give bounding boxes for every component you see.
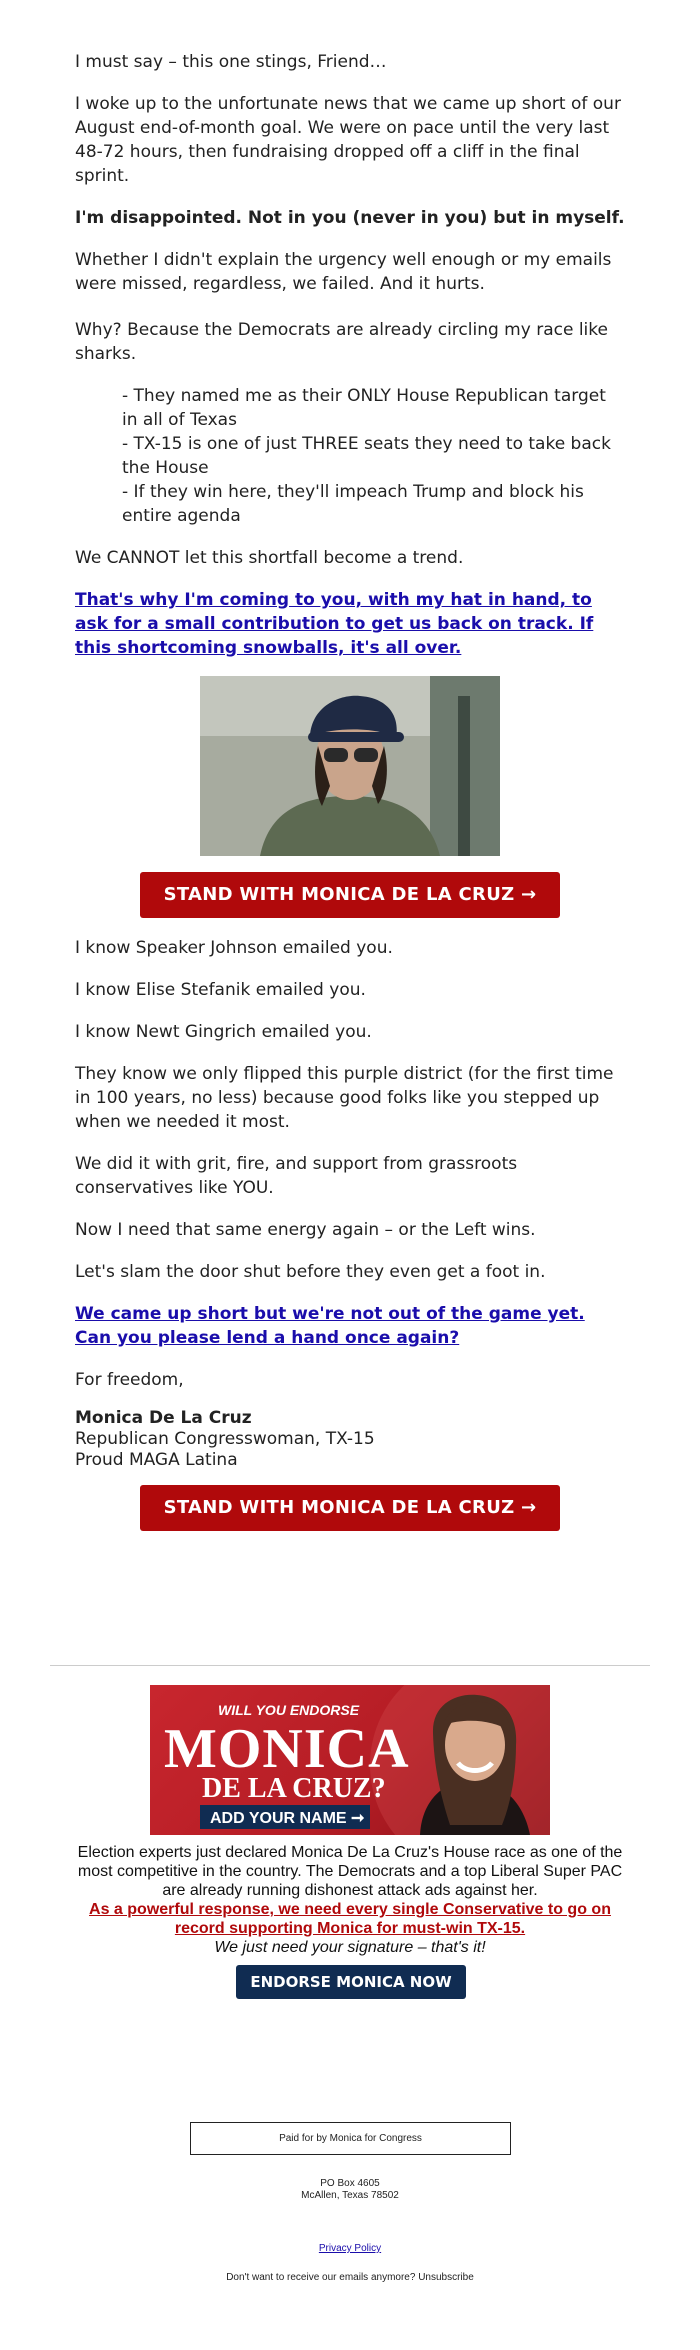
paragraph-bold: I'm disappointed. Not in you (never in you) but in myself.	[75, 208, 625, 228]
paid-for-box: Paid for by Monica for Congress	[190, 2122, 511, 2155]
endorse-section	[70, 1843, 630, 1957]
bullet-list	[75, 384, 625, 528]
banner-subhead: DE LA CRUZ?	[202, 1773, 386, 1804]
mailing-address	[200, 2178, 500, 2202]
paragraph: I woke up to the unfortunate news that we came up short of our August end-of-month goal. We were on pace until the very last 48-72 hours, then fundraising dropped off a cliff in the final sprint.	[75, 94, 621, 186]
greeting: I must say – this one stings, Friend…	[75, 52, 387, 72]
banner-kicker: WILL YOU ENDORSE	[218, 1702, 360, 1718]
endorse-italic: We just need your signature – that's it!	[214, 1939, 486, 1956]
monica-photo[interactable]	[200, 676, 500, 856]
paragraph: They know we only flipped this purple district (for the first time in 100 years, no less) because good folks like you stepped up when we needed it most.	[75, 1064, 614, 1132]
privacy-policy-link[interactable]: Privacy Policy	[318, 2243, 382, 2254]
paragraph: I know Newt Gingrich emailed you.	[75, 1022, 372, 1042]
paragraph: We did it with grit, fire, and support from grassroots conservatives like YOU.	[75, 1154, 518, 1198]
list-item: - TX-15 is one of just THREE seats they need to take back the House	[122, 434, 611, 478]
banner-headline: MONICA	[164, 1718, 410, 1780]
paragraph: Why? Because the Democrats are already circling my race like sharks.	[75, 320, 608, 364]
list-item: - They named me as their ONLY House Republican target in all of Texas	[122, 386, 606, 430]
signature-name: Monica De La Cruz	[75, 1408, 252, 1428]
address-line: PO Box 4605	[320, 2178, 380, 2189]
banner-graphic	[150, 1685, 550, 1835]
paragraph: Now I need that same energy again – or the Left wins.	[75, 1220, 536, 1240]
stand-with-monica-button[interactable]: STAND WITH MONICA DE LA CRUZ →	[140, 872, 560, 918]
unsubscribe-text[interactable]: Don't want to receive our emails anymore? Unsubscribe	[226, 2272, 474, 2283]
paragraph: We CANNOT let this shortfall become a trend.	[75, 548, 464, 568]
stand-with-monica-button[interactable]: STAND WITH MONICA DE LA CRUZ →	[140, 1485, 560, 1531]
paragraph: I know Speaker Johnson emailed you.	[75, 938, 393, 958]
banner-button: ADD YOUR NAME ➞	[210, 1810, 365, 1827]
paragraph: Whether I didn't explain the urgency well enough or my emails were missed, regardless, we failed. And it hurts.	[75, 250, 612, 294]
signature-block	[75, 1408, 625, 1471]
paragraph: Let's slam the door shut before they even get a foot in.	[75, 1262, 546, 1282]
endorse-link[interactable]: As a powerful response, we need every single Conservative to go on record supporting Monica for must-win TX-15.	[89, 1901, 611, 1937]
donate-link[interactable]: We came up short but we're not out of the game yet. Can you please lend a hand once again?	[75, 1304, 585, 1348]
address-line: McAllen, Texas 78502	[301, 2190, 399, 2201]
list-item: - If they win here, they'll impeach Trump and block his entire agenda	[122, 482, 584, 526]
paragraph: I know Elise Stefanik emailed you.	[75, 980, 366, 1000]
closing: For freedom,	[75, 1370, 184, 1390]
email-body	[75, 50, 625, 1531]
signature-title: Republican Congresswoman, TX-15	[75, 1429, 375, 1449]
signature-tagline: Proud MAGA Latina	[75, 1450, 238, 1470]
divider	[50, 1665, 650, 1666]
endorse-banner[interactable]	[150, 1685, 550, 1835]
portrait-image	[200, 676, 500, 856]
endorse-monica-button[interactable]: ENDORSE MONICA NOW	[236, 1965, 466, 1999]
endorse-body: Election experts just declared Monica De La Cruz's House race as one of the most competitive in the country. The Democrats and a top Liberal Super PAC are already running dishonest attack ads against her.	[77, 1844, 623, 1899]
donate-link[interactable]: That's why I'm coming to you, with my hat in hand, to ask for a small contribution to get us back on track. If this shortcoming snowballs, it's all over.	[75, 590, 594, 658]
